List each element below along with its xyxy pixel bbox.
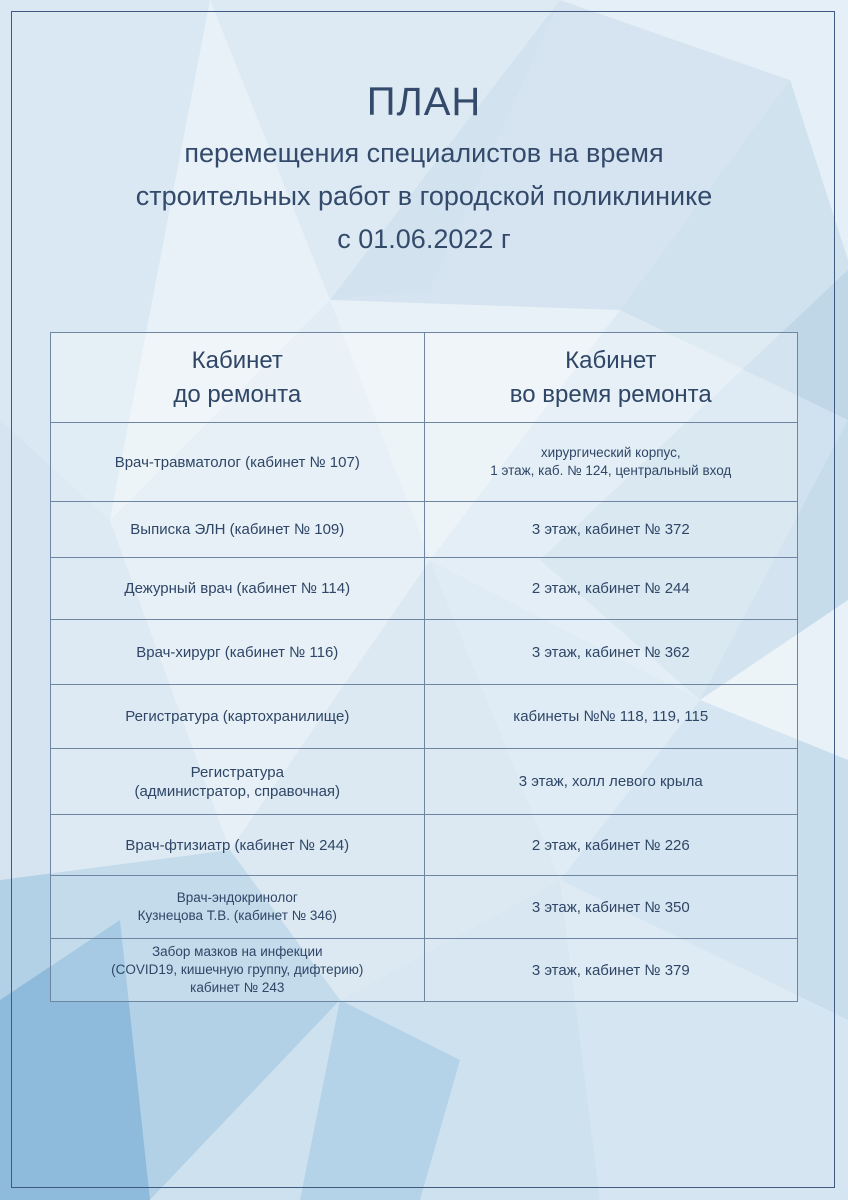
subtitle-line: строительных работ в городской поликлинике: [135, 181, 713, 211]
cell-line: 2 этаж, кабинет № 226: [531, 836, 690, 854]
cell-line: (COVID19, кишечную группу, дифтерию): [111, 962, 364, 977]
subtitle-line: с 01.06.2022 г: [337, 224, 511, 254]
cell-before: [51, 876, 425, 939]
column-header-line: Кабинет: [565, 346, 657, 374]
cell-before: [51, 685, 425, 749]
cell-line: Кузнецова Т.В. (кабинет № 346): [137, 908, 337, 923]
table-row: [51, 502, 798, 558]
cell-line: 3 этаж, холл левого крыла: [518, 773, 703, 790]
column-header-before: [51, 333, 425, 423]
cell-before: [51, 939, 425, 1002]
cell-after: [424, 749, 797, 815]
cell-after: [424, 876, 797, 939]
table-row: [51, 749, 798, 815]
table-row: [51, 423, 798, 502]
cell-line: Врач-фтизиатр (кабинет № 244): [125, 836, 350, 854]
table-row: [51, 876, 798, 939]
cell-line: Врач-хирург (кабинет № 116): [136, 643, 339, 661]
table-row: [51, 939, 798, 1002]
cell-after: [424, 423, 797, 502]
cell-line: Дежурный врач (кабинет № 114): [124, 580, 351, 597]
cell-line: кабинеты №№ 118, 119, 115: [513, 708, 709, 725]
cell-before: [51, 423, 425, 502]
cell-after: [424, 620, 797, 685]
cell-before: [51, 620, 425, 685]
cell-after: [424, 558, 797, 620]
cell-line: Забор мазков на инфекции: [152, 944, 323, 959]
table-row: [51, 815, 798, 876]
page-subtitle: [0, 132, 848, 261]
cell-line: Регистратура (картохранилище): [125, 708, 350, 725]
cell-line: хирургический корпус,: [540, 445, 681, 460]
cell-before: [51, 502, 425, 558]
table-row: [51, 558, 798, 620]
cell-line: 3 этаж, кабинет № 372: [531, 521, 690, 538]
cell-line: 3 этаж, кабинет № 379: [531, 961, 690, 979]
cell-line: Врач-травматолог (кабинет № 107): [114, 453, 360, 471]
table-row: [51, 685, 798, 749]
cell-before: [51, 558, 425, 620]
cell-line: кабинет № 243: [190, 980, 285, 995]
page-title: ПЛАН: [366, 80, 482, 124]
cell-line: Врач-эндокринолог: [176, 890, 298, 905]
column-header-line: до ремонта: [173, 380, 302, 408]
cell-line: 2 этаж, кабинет № 244: [531, 580, 690, 597]
cell-line: Выписка ЭЛН (кабинет № 109): [130, 521, 345, 538]
relocation-table: [50, 332, 798, 1002]
cell-before: [51, 815, 425, 876]
subtitle-line: перемещения специалистов на время: [184, 138, 664, 168]
column-header-line: во время ремонта: [509, 380, 712, 408]
column-header-after: [424, 333, 797, 423]
cell-before: [51, 749, 425, 815]
table-header-row: [51, 333, 798, 423]
cell-line: (администратор, справочная): [134, 782, 341, 800]
cell-after: [424, 685, 797, 749]
cell-line: 3 этаж, кабинет № 350: [531, 898, 690, 916]
page-header: [0, 78, 848, 261]
cell-line: 1 этаж, каб. № 124, центральный вход: [490, 463, 732, 478]
column-header-line: Кабинет: [191, 346, 283, 374]
cell-after: [424, 815, 797, 876]
cell-line: Регистратура: [190, 763, 284, 781]
cell-line: 3 этаж, кабинет № 362: [531, 643, 690, 661]
table-row: [51, 620, 798, 685]
cell-after: [424, 939, 797, 1002]
cell-after: [424, 502, 797, 558]
